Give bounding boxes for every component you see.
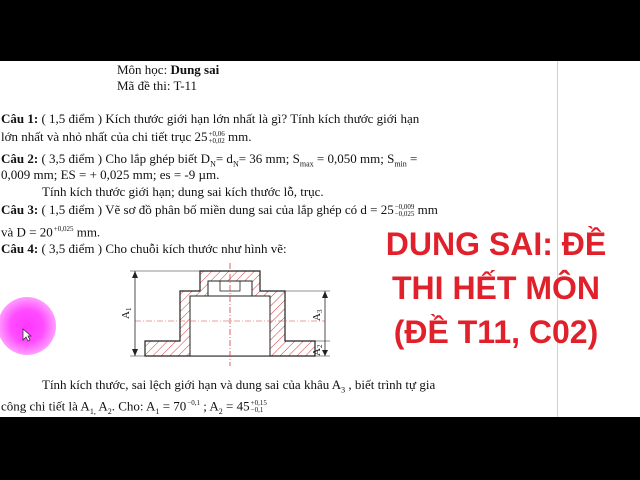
svg-text:A1 bbox=[120, 307, 133, 319]
subject-line: Môn học: Dung sai bbox=[117, 62, 220, 77]
label-a2: A bbox=[311, 348, 323, 356]
svg-text:A3 bbox=[311, 309, 324, 321]
question-1-line-1: Câu 1: ( 1,5 điểm ) Kích thước giới hạn lớn nhất là gì? Tính kích thước giới hạn bbox=[1, 111, 420, 126]
question-2-line-2: 0,009 mm; ES = + 0,025 mm; es = -9 µm. bbox=[1, 167, 220, 182]
question-3-line-2: và $D = 20^{+0,025}$ mm. bbox=[1, 224, 101, 240]
question-3-line-1: Câu 3: ( 1,5 điểm ) Vẽ sơ đồ phân bố miền dung sai của lắp ghép có d = 25 −0,009 −0,025 mm bbox=[1, 202, 438, 219]
label-a2-sub: 2 bbox=[316, 344, 324, 349]
tolerance-q3-d: −0,009 −0,025 bbox=[394, 203, 415, 219]
question-2-line-3: Tính kích thước giới hạn; dung sai kích thước lỗ, trục. bbox=[42, 184, 324, 199]
exam-code: Mã đề thi: T-11 bbox=[117, 78, 198, 93]
question-4-line-1: Câu 4: ( 3,5 điểm ) Cho chuỗi kích thước như hình vẽ: bbox=[1, 241, 287, 256]
question-1-line-2: lớn nhất và nhỏ nhất của chi tiết trục 25 +0,06 +0,02 mm. bbox=[1, 129, 252, 146]
question-4-line-3: công chi tiết là $A_{1,}$ $A_2$. Cho: $A_1 = 70^{-0,1}$ ; $A_2 = 45$ +0,15 −0,1 bbox=[1, 398, 267, 416]
tolerance-q1: +0,06 +0,02 bbox=[208, 130, 225, 146]
overlay-title-line-1: DUNG SAI: ĐỀ bbox=[385, 226, 607, 262]
label-a3: A bbox=[311, 313, 323, 321]
question-2-line-1: Câu 2: ( 3,5 điểm ) Cho lắp ghép biết $D_N= d_N= 36$ mm; $S_{max} = 0,050$ mm; $S_{min}$ = bbox=[1, 151, 418, 169]
overlay-title-line-2: THI HẾT MÔN bbox=[392, 270, 600, 306]
label-a1: A bbox=[120, 311, 132, 319]
label-a3-sub: 3 bbox=[316, 309, 324, 314]
document-page bbox=[0, 61, 640, 417]
dimension-chain-drawing bbox=[120, 261, 340, 371]
overlay-title-line-3: (ĐỀ T11, C02) bbox=[393, 314, 599, 350]
label-a1-sub: 1 bbox=[125, 307, 133, 312]
question-4-line-2: Tính kích thước, sai lệch giới hạn và dung sai của khâu $A_3$ , biết trình tự gia bbox=[42, 377, 436, 395]
mouse-pointer-icon bbox=[22, 328, 32, 342]
cursor-highlight bbox=[0, 297, 56, 355]
tolerance-a2: +0,15 −0,1 bbox=[250, 399, 267, 415]
